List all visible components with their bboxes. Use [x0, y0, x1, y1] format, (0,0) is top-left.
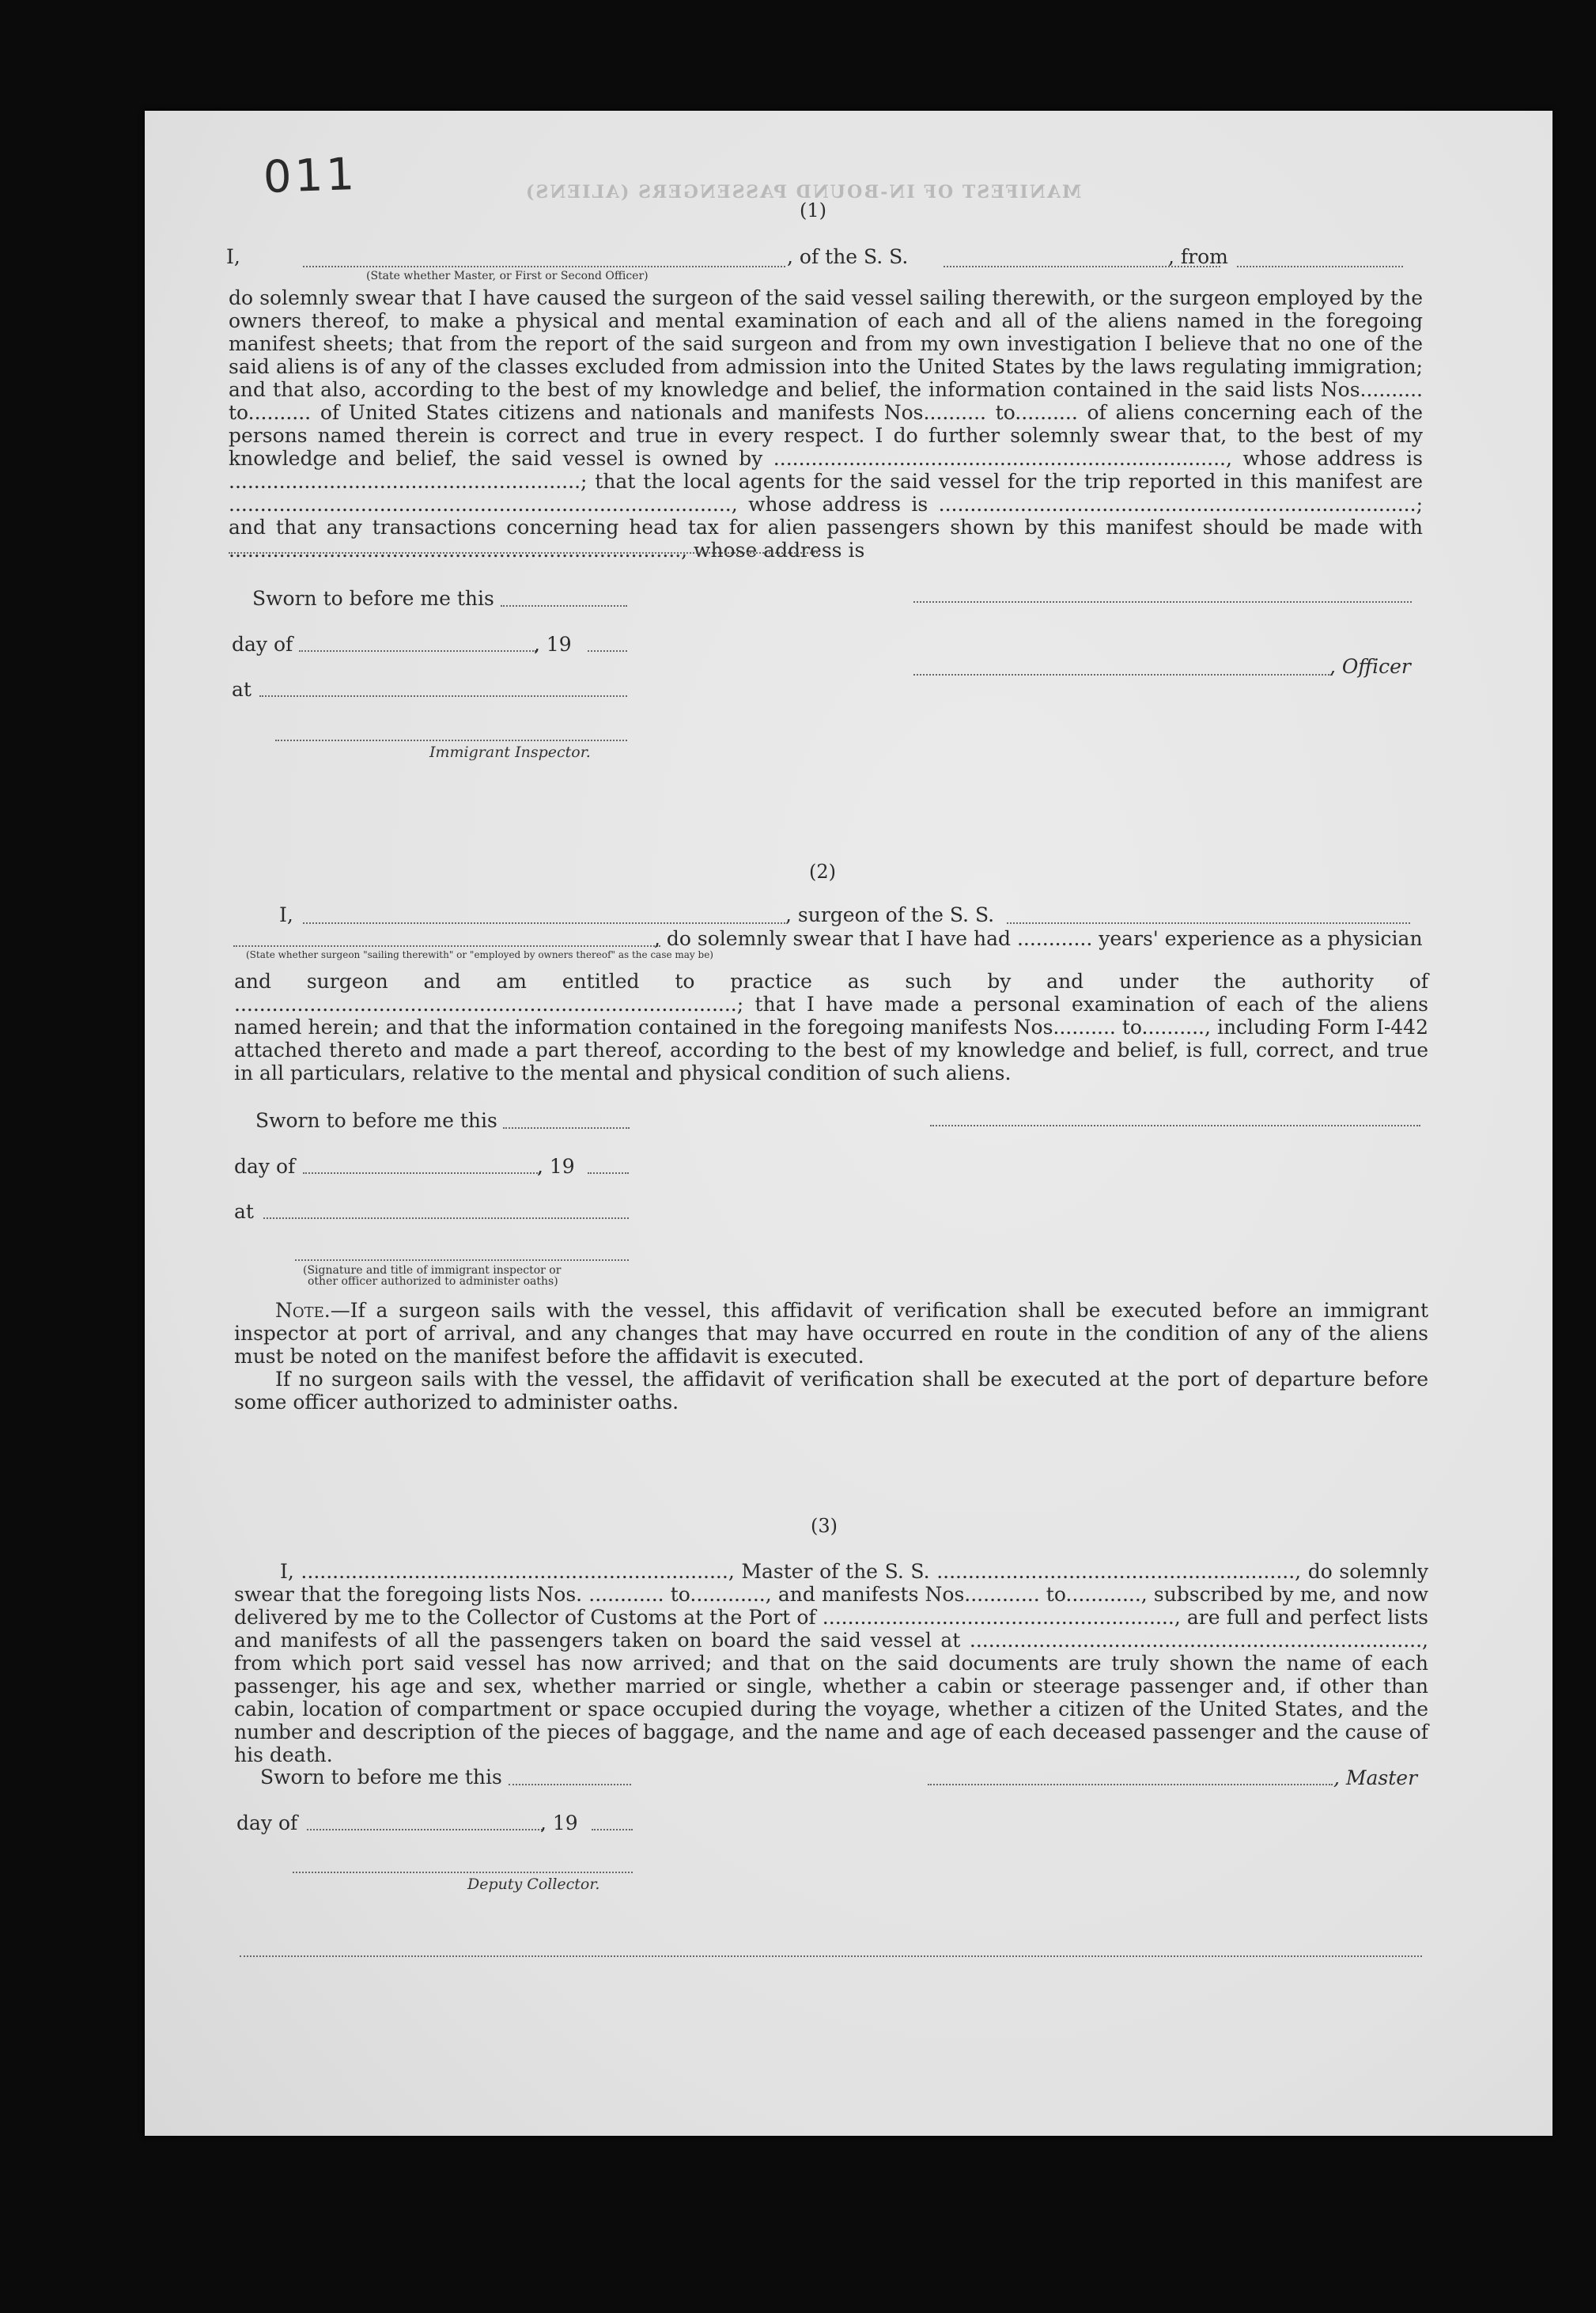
section-2-body: and surgeon and am entitled to practice as such by and under the authority of ................................................................................; that I have made a personal examination of each of the aliens named herein; and that the information contained in the foregoing manifests Nos.......... to.........., including Form I-442 attached thereto and made a part thereof, according to the best of my knowledge and belief, is full, correct, and true in all particulars, relative to the mental and physical condition of such aliens. — [234, 970, 1428, 1085]
master-signature-line — [928, 1784, 1333, 1785]
oath-i: I, — [226, 245, 240, 268]
at-field — [259, 695, 627, 697]
bleed-through-header: MANIFEST OF IN-BOUND PASSENGERS (ALIENS) — [524, 182, 1082, 203]
surgeon-vessel-field — [1007, 922, 1410, 924]
section-1-body: do solemnly swear that I have caused the surgeon of the said vessel sailing therewith, or the surgeon employed by the owners thereof, to make a physical and mental examination of each and all of the aliens named in the foregoing manifest sheets; that from the report of the said surgeon and from my own investigation I believe that no one of the said aliens is of any of the classes excluded from admission into the United States by the laws regulating immigration; and that also, according to the best of my knowledge and belief, the information contained in the said lists Nos.......... to.......... of United States citizens and nationals and manifests Nos.......... to.......... of aliens concerning each of the persons named therein is correct and true in every respect. I do further solemnly swear that, to the best of my knowledge and belief, the said vessel is owned by ........................................................................, whose address is ........................................................; that the local agents for the said vessel for the trip reported in this manifest are ................................................................................, whose address is ............................................................................; and that any transactions concerning head tax for alien passengers shown by this manifest should be made with ........................................................................, whose address is — [229, 286, 1423, 562]
section-2-note — [234, 1299, 1428, 1368]
officer-signature-line-1 — [913, 601, 1412, 603]
inspector-caption: Immigrant Inspector. — [429, 744, 591, 761]
sworn-date-field — [501, 605, 627, 607]
manifest-page — [145, 111, 1553, 2136]
day-of-label-3: day of — [236, 1811, 298, 1834]
note-text-2: If no surgeon sails with the vessel, the affidavit of verification shall be executed at the port of departure before some officer authorized to administer oaths. — [234, 1368, 1428, 1414]
at-label: at — [232, 678, 252, 701]
deputy-caption: Deputy Collector. — [467, 1876, 600, 1893]
master-text: , Master — [1333, 1766, 1418, 1789]
address-continuation-field — [229, 552, 818, 554]
at-field-2 — [263, 1217, 629, 1219]
surgeon-swear-line: , do solemnly swear that I have had ............ years' experience as a physician — [654, 927, 1423, 950]
section-3-body: I, ...................................................................., Master of the S. S. ........................................................., do solemnly swear that the foregoing lists Nos. ............ to............, and manifests Nos............ to............, subscribed by me, and now delivered by me to the Collector of Customs at the Port of ........................................................, are full and perfect lists and manifests of all the passengers taken on board the said vessel at ........................................................................, from which port said vessel has now arrived; and that on the said documents are truly shown the name of each passenger, his age and sex, whether married or single, whether a cabin or steerage passenger and, if other than cabin, location of compartment or space occupied during the voyage, whether a citizen of the United States, and the number and description of the pieces of baggage, and the name and age of each deceased passenger and the cause of his death. — [234, 1560, 1428, 1766]
day-of-label-2: day of — [234, 1155, 296, 1178]
surgeon-status-field — [233, 945, 660, 947]
section-2-number: (2) — [809, 861, 836, 883]
sig-caption-2: other officer authorized to administer oaths) — [308, 1275, 558, 1288]
handwritten-page-number: 011 — [262, 148, 358, 204]
sworn-label-2: Sworn to before me this — [255, 1109, 497, 1132]
day-of-field — [299, 650, 536, 652]
bottom-rule — [240, 1955, 1422, 1957]
surgeon-of-label: , surgeon of the S. S. — [785, 903, 995, 926]
officer-text: , Officer — [1329, 655, 1411, 678]
section-1-number: (1) — [800, 199, 826, 221]
section-3-number: (3) — [811, 1515, 838, 1537]
sig-caption-1: (Signature and title of immigrant inspector or — [303, 1264, 562, 1277]
day-of-field-2 — [303, 1172, 540, 1174]
officer-name-field — [303, 266, 785, 267]
sworn-date-field-2 — [503, 1127, 630, 1129]
from-port-field — [1237, 266, 1403, 267]
sworn-date-field-3 — [509, 1784, 631, 1785]
master-label — [1333, 1766, 1417, 1789]
officer-signature-line-2 — [913, 674, 1333, 676]
section-2-note-2 — [234, 1368, 1428, 1414]
officer-caption: (State whether Master, or First or Second Officer) — [366, 270, 649, 282]
inspector-signature-field-2 — [295, 1259, 629, 1261]
surgeon-caption: (State whether surgeon "sailing therewith" or "employed by owners thereof" as the case may be) — [246, 949, 713, 960]
surgeon-signature-line — [930, 1125, 1420, 1126]
surgeon-i: I, — [279, 903, 293, 926]
section-1-oath-line — [226, 245, 240, 268]
surgeon-name-field — [303, 922, 785, 924]
from-label: , from — [1168, 245, 1228, 268]
sworn-label-3: Sworn to before me this — [260, 1766, 502, 1789]
year-label-2: , 19 — [537, 1155, 575, 1178]
inspector-signature-field — [275, 740, 627, 741]
vessel-label: , of the S. S. — [787, 245, 909, 268]
year-field-3 — [592, 1829, 633, 1830]
at-label-2: at — [234, 1200, 254, 1223]
officer-label — [1329, 655, 1411, 678]
year-label-3: , 19 — [540, 1811, 578, 1834]
year-field — [588, 650, 627, 652]
year-field-2 — [588, 1172, 629, 1174]
day-of-label: day of — [232, 633, 293, 656]
deputy-signature-field — [293, 1872, 633, 1873]
sworn-label: Sworn to before me this — [252, 587, 494, 610]
day-of-field-3 — [307, 1829, 543, 1830]
year-label: , 19 — [534, 633, 572, 656]
note-label: Note. — [275, 1299, 331, 1322]
note-text-1: —If a surgeon sails with the vessel, this affidavit of verification shall be executed before an immigrant inspector at port of arrival, and any changes that may have occurred en route in the condition of any of the aliens must be noted on the manifest before the affidavit is executed. — [234, 1299, 1428, 1368]
